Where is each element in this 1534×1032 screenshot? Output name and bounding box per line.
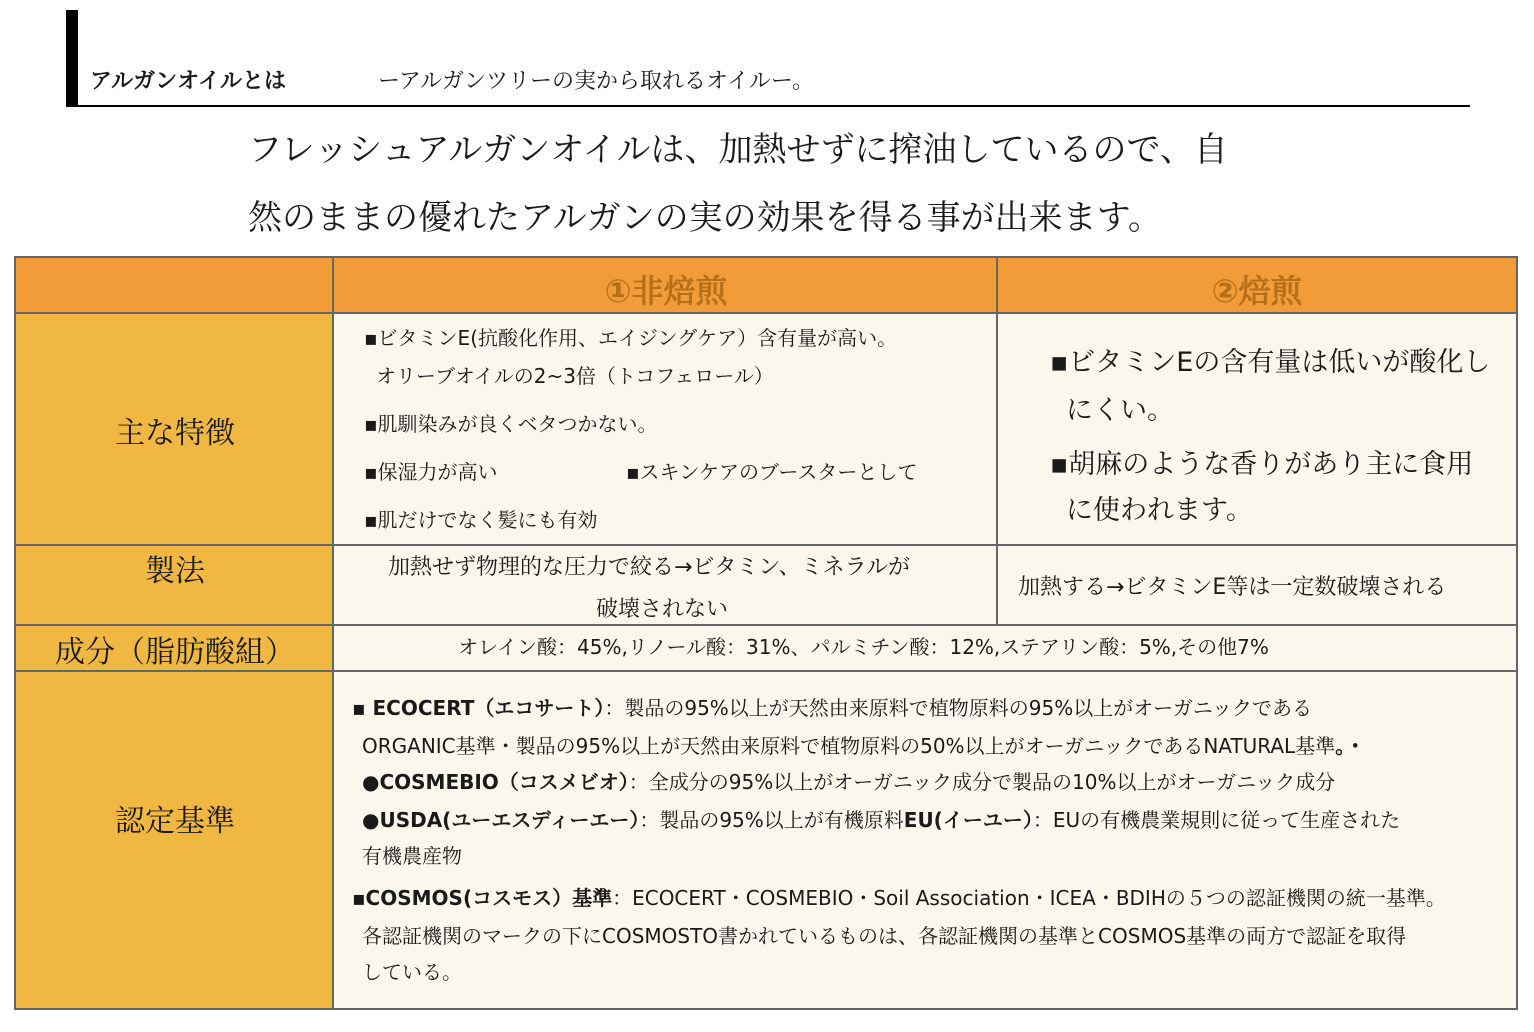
comparison-table: [14, 256, 1518, 1010]
grid-line-col-1: [332, 258, 334, 1008]
grid-line-row-4: [16, 670, 1516, 672]
ecocert-line-1: [352, 696, 1312, 720]
heading-title: アルガンオイルとは: [90, 69, 287, 94]
method-label-cell: [16, 546, 334, 624]
method-roasted-cell: [998, 546, 1516, 624]
method-label: 製法: [145, 554, 205, 589]
cosmebio-name: ●COSMEBIO（コスメビオ）: [362, 770, 629, 794]
heading-accent-bar: [66, 10, 78, 107]
features-label-cell: [16, 314, 334, 544]
method-roasted: 加熱する→ビタミンE等は一定数破壊される: [1018, 575, 1447, 600]
grid-line-row-3: [16, 624, 1516, 626]
composition-value: オレイン酸：45%,リノール酸：31%、パルミチン酸：12%,ステアリン酸：5%,その他7%: [458, 635, 1269, 659]
composition-label: 成分（脂肪酸組）: [55, 635, 295, 670]
intro-line-1: フレッシュアルガンオイルは、加熱せずに搾油しているので、自: [248, 130, 1228, 170]
cosmos-line-3: している。: [362, 960, 462, 984]
eu-name: EU(イーユー）: [903, 808, 1033, 832]
usda-name: ●USDA(ユーエスディーエー）: [362, 808, 640, 832]
ecocert-name: ▪ ECOCERT（エコサート）: [352, 696, 605, 720]
feature-moisture: ▪保湿力が高い: [364, 460, 498, 484]
eu-text: ：EUの有機農業規則に従って生産された: [1032, 808, 1401, 832]
grid-line-row-2: [16, 544, 1516, 546]
usda-text: ：製品の95%以上が有機原料: [639, 808, 904, 832]
cosmebio-line: [362, 770, 1335, 794]
header-roasted: ②焙煎: [1211, 272, 1303, 310]
cosmos-text: ：ECOCERT・COSMEBIO・Soil Association・ICEA・BDIHの５つの認証機関の統一基準。: [612, 886, 1446, 910]
heading-rule: [66, 105, 1470, 107]
feature-olive-compare: オリーブオイルの2~3倍（トコフェロール）: [376, 364, 774, 388]
composition-cell: [334, 626, 1516, 670]
certification-label: 認定基準: [115, 804, 235, 839]
cosmos-line-1: [352, 886, 1446, 910]
roasted-feature-2a: ▪胡麻のような香りがあり主に食用: [1050, 449, 1474, 480]
feature-booster: ▪スキンケアのブースターとして: [626, 460, 918, 484]
grid-line-row-1: [16, 312, 1516, 314]
intro-line-2: 然のままの優れたアルガンの実の効果を得る事が出来ます。: [248, 198, 1162, 238]
composition-label-cell: [16, 626, 334, 670]
certification-label-cell: [16, 672, 334, 1008]
header-roasted-cell: [998, 258, 1516, 312]
roasted-feature-2b: に使われます。: [1066, 495, 1253, 526]
header-unroasted: ①非焙煎: [604, 272, 728, 310]
feature-vitamin-e: ▪ビタミンE(抗酸化作用、エイジングケア）含有量が高い。: [364, 326, 898, 350]
certification-cell: [334, 672, 1516, 1008]
usda-line: [362, 808, 1400, 832]
features-unroasted-cell: [334, 314, 998, 544]
cosmos-line-2: 各認証機関のマークの下にCOSMOSTO書かれているものは、各認証機関の基準とCOSMOS基準の両方で認証を取得: [362, 924, 1407, 948]
method-unroasted-line-2: 破壊されない: [596, 597, 729, 622]
header-corner-cell: [16, 258, 334, 312]
feature-absorb: ▪肌馴染みが良くベタつかない。: [364, 412, 658, 436]
ecocert-line-2: [362, 734, 1365, 758]
method-unroasted-cell: [334, 546, 998, 624]
method-unroasted-line-1: 加熱せず物理的な圧力で絞る→ビタミン、ミネラルが: [388, 555, 911, 580]
cosmos-name: ▪COSMOS(コスモス）基準: [352, 886, 613, 910]
heading-subtitle: ーアルガンツリーの実から取れるオイルー。: [378, 69, 815, 94]
feature-hair: ▪肌だけでなく髪にも有効: [364, 508, 598, 532]
roasted-feature-1b: にくい。: [1066, 395, 1174, 426]
ecocert-text-2: ORGANIC基準・製品の95%以上が天然由来原料で植物原料の50%以上がオーガニックであるNATURAL基準: [362, 734, 1336, 758]
roasted-feature-1a: ▪ビタミンEの含有量は低いが酸化し: [1050, 347, 1491, 378]
features-label: 主な特徴: [115, 416, 235, 451]
cosmebio-text: ：全成分の95%以上がオーガニック成分で製品の10%以上がオーガニック成分: [628, 770, 1336, 794]
eu-line-2: 有機農産物: [362, 844, 462, 868]
ecocert-text: ：製品の95%以上が天然由来原料で植物原料の95%以上がオーガニックである: [604, 696, 1313, 720]
ecocert-end: 。・: [1335, 734, 1366, 758]
header-unroasted-cell: [334, 258, 998, 312]
features-roasted-cell: [998, 314, 1516, 544]
